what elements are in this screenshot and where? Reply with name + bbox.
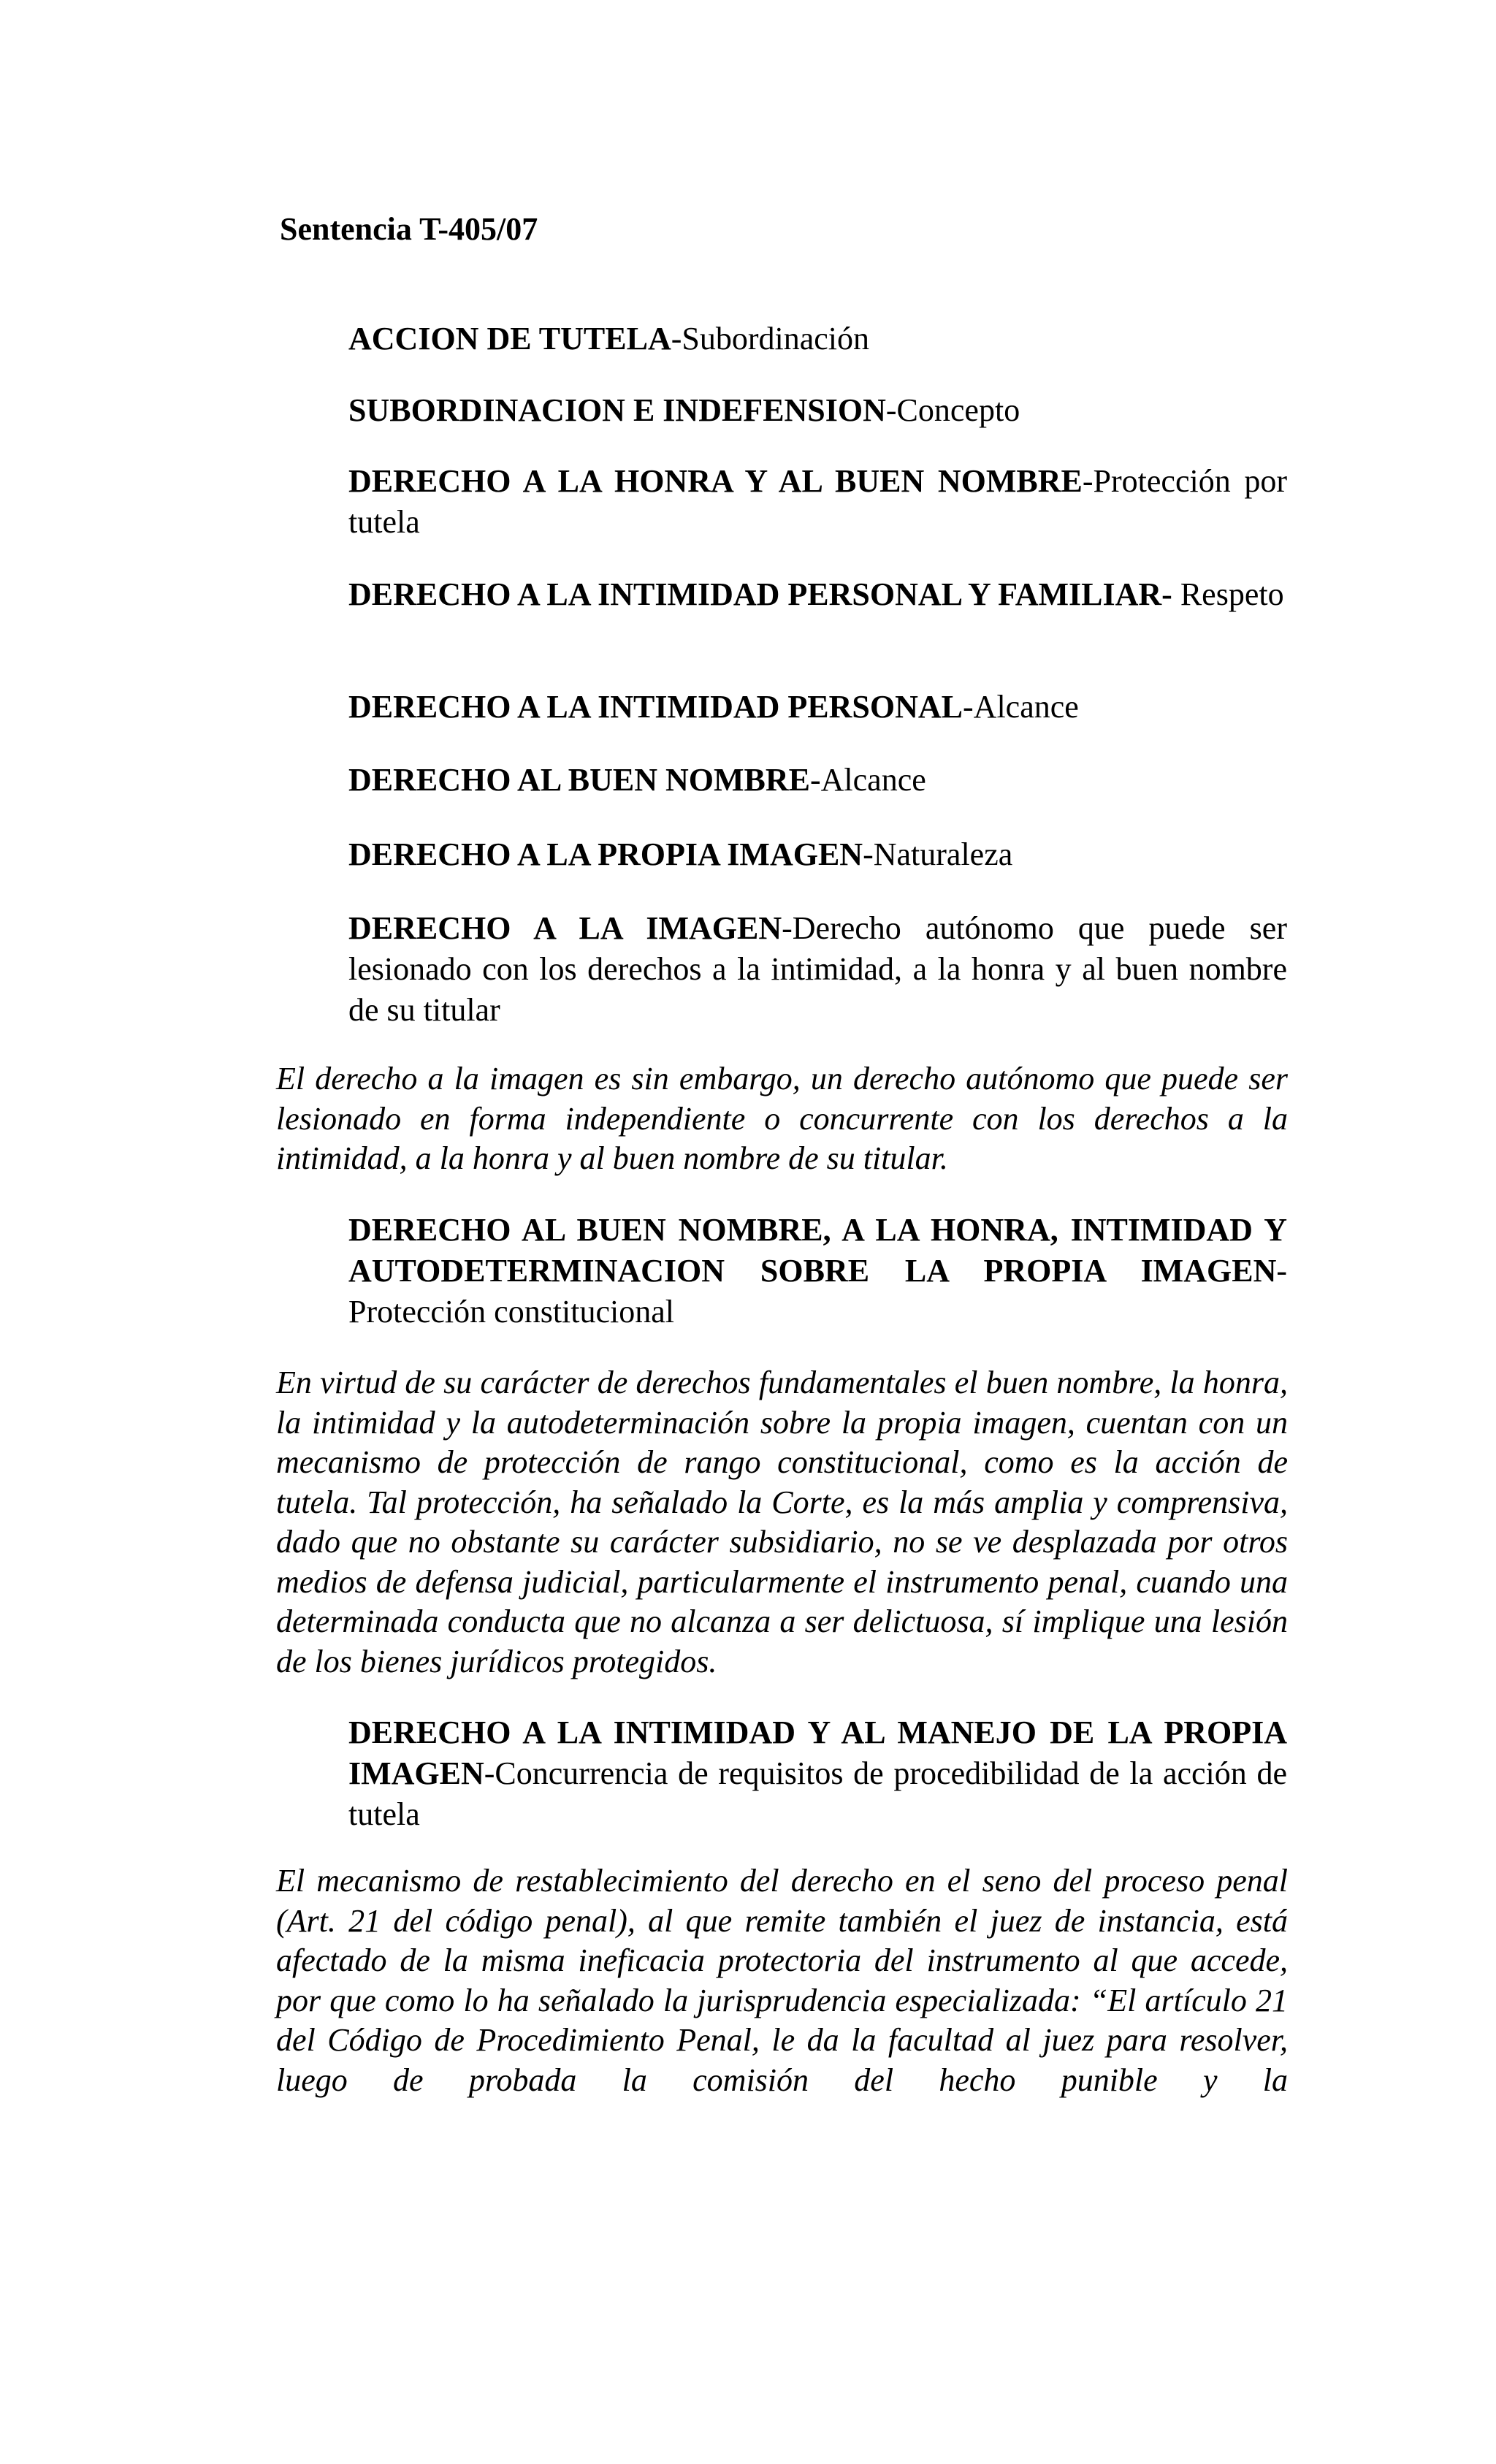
summary-paragraph-imagen: El derecho a la imagen es sin embargo, un derecho autónomo que puede ser lesionado en forma independiente o concurrente con los derechos a la intimidad, a la honra y al buen nombre de su titular. xyxy=(276,1061,1288,1176)
descriptor-intimidad-personal-familiar xyxy=(348,574,1287,615)
descriptor-subterm: -Subordinación xyxy=(671,321,870,356)
descriptor-term: DERECHO A LA PROPIA IMAGEN xyxy=(348,836,863,872)
descriptor-subterm: -Alcance xyxy=(809,762,926,798)
descriptor-term: DERECHO A LA INTIMIDAD PERSONAL Y FAMILIAR- xyxy=(348,576,1172,612)
descriptor-propia-imagen xyxy=(348,834,1287,875)
descriptor-term: DERECHO AL BUEN NOMBRE, A LA HONRA, INTIMIDAD Y AUTODETERMINACION SOBRE LA PROPIA IMAGEN xyxy=(348,1212,1287,1289)
descriptor-subterm: -Protección por tutela xyxy=(348,463,1287,540)
descriptor-subterm: -Alcance xyxy=(963,689,1079,725)
descriptor-term: ACCION DE TUTELA xyxy=(348,321,671,356)
descriptor-subterm: -Protección constitucional xyxy=(348,1253,1287,1330)
document-title: Sentencia T-405/07 xyxy=(280,211,538,247)
descriptor-autodeterminacion xyxy=(348,1210,1287,1332)
descriptor-term: DERECHO A LA INTIMIDAD PERSONAL xyxy=(348,689,963,725)
descriptor-subterm: -Concurrencia de requisitos de procedibilidad de la acción de tutela xyxy=(348,1755,1287,1832)
descriptor-subterm: -Naturaleza xyxy=(863,836,1013,872)
descriptor-term: DERECHO AL BUEN NOMBRE xyxy=(348,762,810,798)
descriptor-term: DERECHO A LA HONRA Y AL BUEN NOMBRE xyxy=(348,463,1083,499)
descriptor-term: DERECHO A LA INTIMIDAD Y AL MANEJO DE LA PROPIA IMAGEN xyxy=(348,1714,1287,1791)
descriptor-subterm: -Derecho autónomo que puede ser lesionado con los derechos a la intimidad, a la honra y al buen nombre de su titular xyxy=(348,910,1287,1028)
descriptor-subterm: Respeto xyxy=(1180,576,1284,612)
summary-paragraph-proteccion: En virtud de su carácter de derechos fundamentales el buen nombre, la honra, la intimidad y la autodeterminación sobre la propia imagen, cuentan con un mecanismo de protección de rango constitucional, como es la acción de tutela. Tal protección, ha señalado la Corte, es la más amplia y comprensiva, dado que no obstante su carácter subsidiario, no se ve desplazada por otros medios de defensa judicial, particularmente el instrumento penal, cuando una determinada conducta que no alcanza a ser delictuosa, sí implique una lesión de los bienes jurídicos protegidos. xyxy=(276,1365,1288,1679)
descriptor-derecho-imagen xyxy=(348,908,1287,1031)
descriptor-term: SUBORDINACION E INDEFENSION xyxy=(348,392,886,428)
descriptor-accion-de-tutela xyxy=(348,319,1287,359)
descriptor-term: DERECHO A LA IMAGEN xyxy=(348,910,782,946)
descriptor-manejo-imagen xyxy=(348,1712,1287,1835)
descriptor-honra-buen-nombre xyxy=(348,461,1287,543)
descriptor-buen-nombre xyxy=(348,760,1287,801)
summary-paragraph-mecanismo: El mecanismo de restablecimiento del derecho en el seno del proceso penal (Art. 21 del código penal), al que remite también el juez de instancia, está afectado de la misma ineficacia protectoria del instrumento al que accede, por que como lo ha señalado la jurisprudencia especializada: “El artículo 21 del Código de Procedimiento Penal, le da la facultad al juez para resolver, luego de probada la comisión del hecho punible y la xyxy=(276,1863,1288,2098)
descriptor-subterm: -Concepto xyxy=(885,392,1020,428)
descriptor-subordinacion xyxy=(348,390,1287,431)
descriptor-intimidad-personal xyxy=(348,687,1287,728)
